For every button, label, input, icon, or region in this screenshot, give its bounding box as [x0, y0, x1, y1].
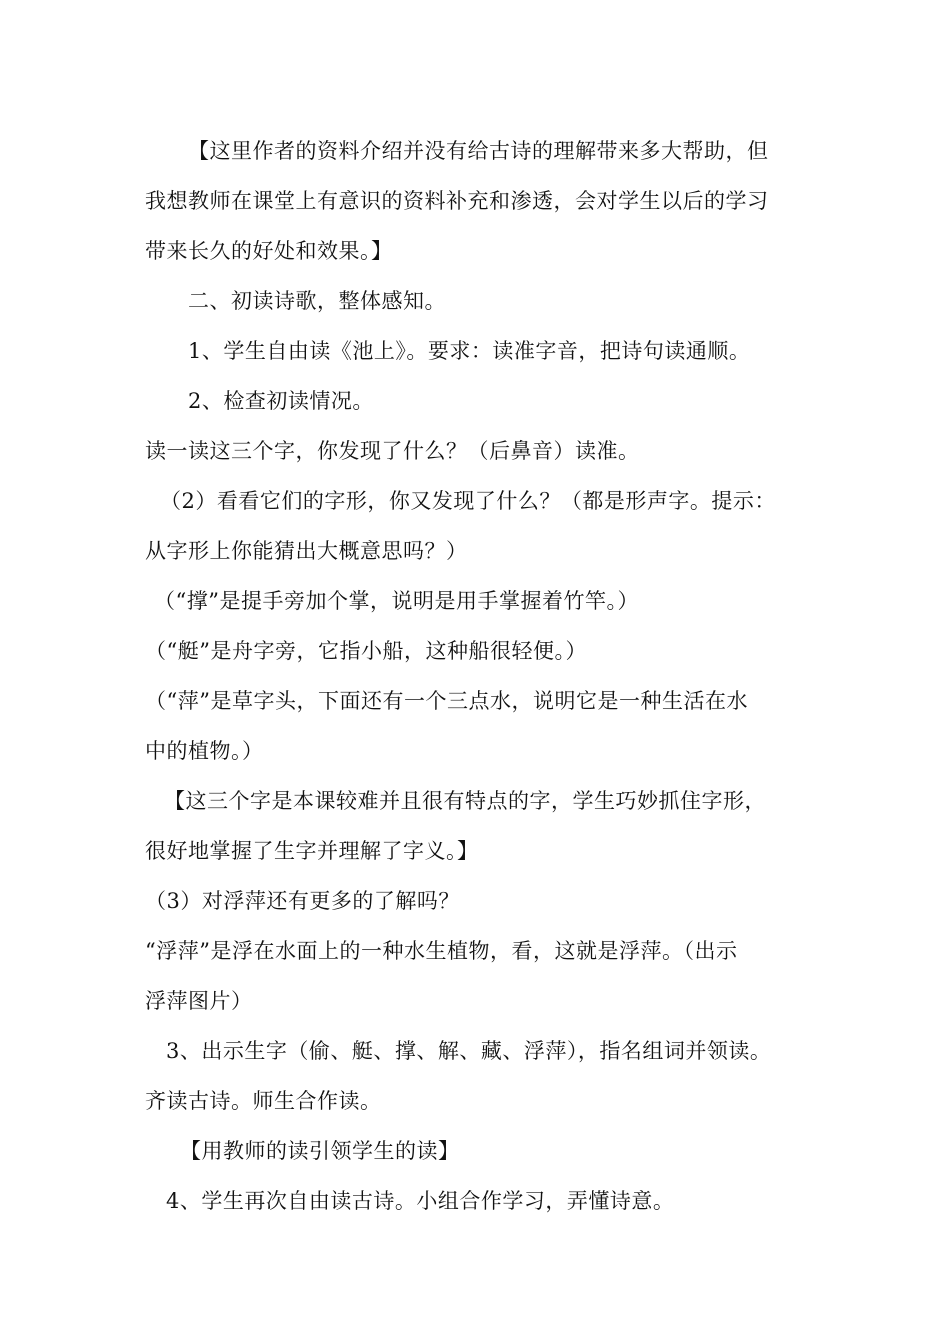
- paragraph-line: 中的植物。）: [145, 739, 264, 763]
- paragraph-line: 齐读古诗。师生合作读。: [145, 1089, 382, 1113]
- paragraph-line: 3、出示生字（偷、艇、撑、解、藏、浮萍），指名组词并领读。: [166, 1039, 772, 1063]
- paragraph-line: 我想教师在课堂上有意识的资料补充和渗透，会对学生以后的学习: [145, 189, 769, 213]
- paragraph-line: 【用教师的读引领学生的读】: [180, 1139, 460, 1163]
- section-heading: 二、初读诗歌，整体感知。: [188, 289, 446, 313]
- paragraph-line: “浮萍”是浮在水面上的一种水生植物，看，这就是浮萍。（出示: [145, 939, 738, 963]
- paragraph-line: 带来长久的好处和效果。】: [145, 239, 393, 263]
- paragraph-line: （2）看看它们的字形，你又发现了什么？（都是形声字。提示：: [160, 489, 776, 513]
- paragraph-line: 【这三个字是本课较难并且很有特点的字，学生巧妙抓住字形，: [164, 789, 766, 813]
- paragraph-line: 从字形上你能猜出大概意思吗？）: [145, 539, 468, 563]
- paragraph-line: 1、学生自由读《池上》。要求：读准字音，把诗句读通顺。: [188, 339, 751, 363]
- paragraph-line: 浮萍图片）: [145, 989, 253, 1013]
- paragraph-line: 读一读这三个字，你发现了什么？（后鼻音）读准。: [145, 439, 640, 463]
- paragraph-line: （“撑”是提手旁加个掌，说明是用手掌握着竹竿。）: [154, 589, 639, 613]
- paragraph-line: （“萍”是草字头，下面还有一个三点水，说明它是一种生活在水: [145, 689, 748, 713]
- paragraph-line: 2、检查初读情况。: [188, 389, 374, 413]
- paragraph-line: （3）对浮萍还有更多的了解吗？: [145, 889, 460, 913]
- paragraph-line: 很好地掌握了生字并理解了字义。】: [145, 839, 479, 863]
- paragraph-line: （“艇”是舟字旁，它指小船，这种船很轻便。）: [145, 639, 587, 663]
- paragraph-line: 4、学生再次自由读古诗。小组合作学习，弄懂诗意。: [166, 1189, 675, 1213]
- paragraph-line: 【这里作者的资料介绍并没有给古诗的理解带来多大帮助，但: [188, 139, 769, 163]
